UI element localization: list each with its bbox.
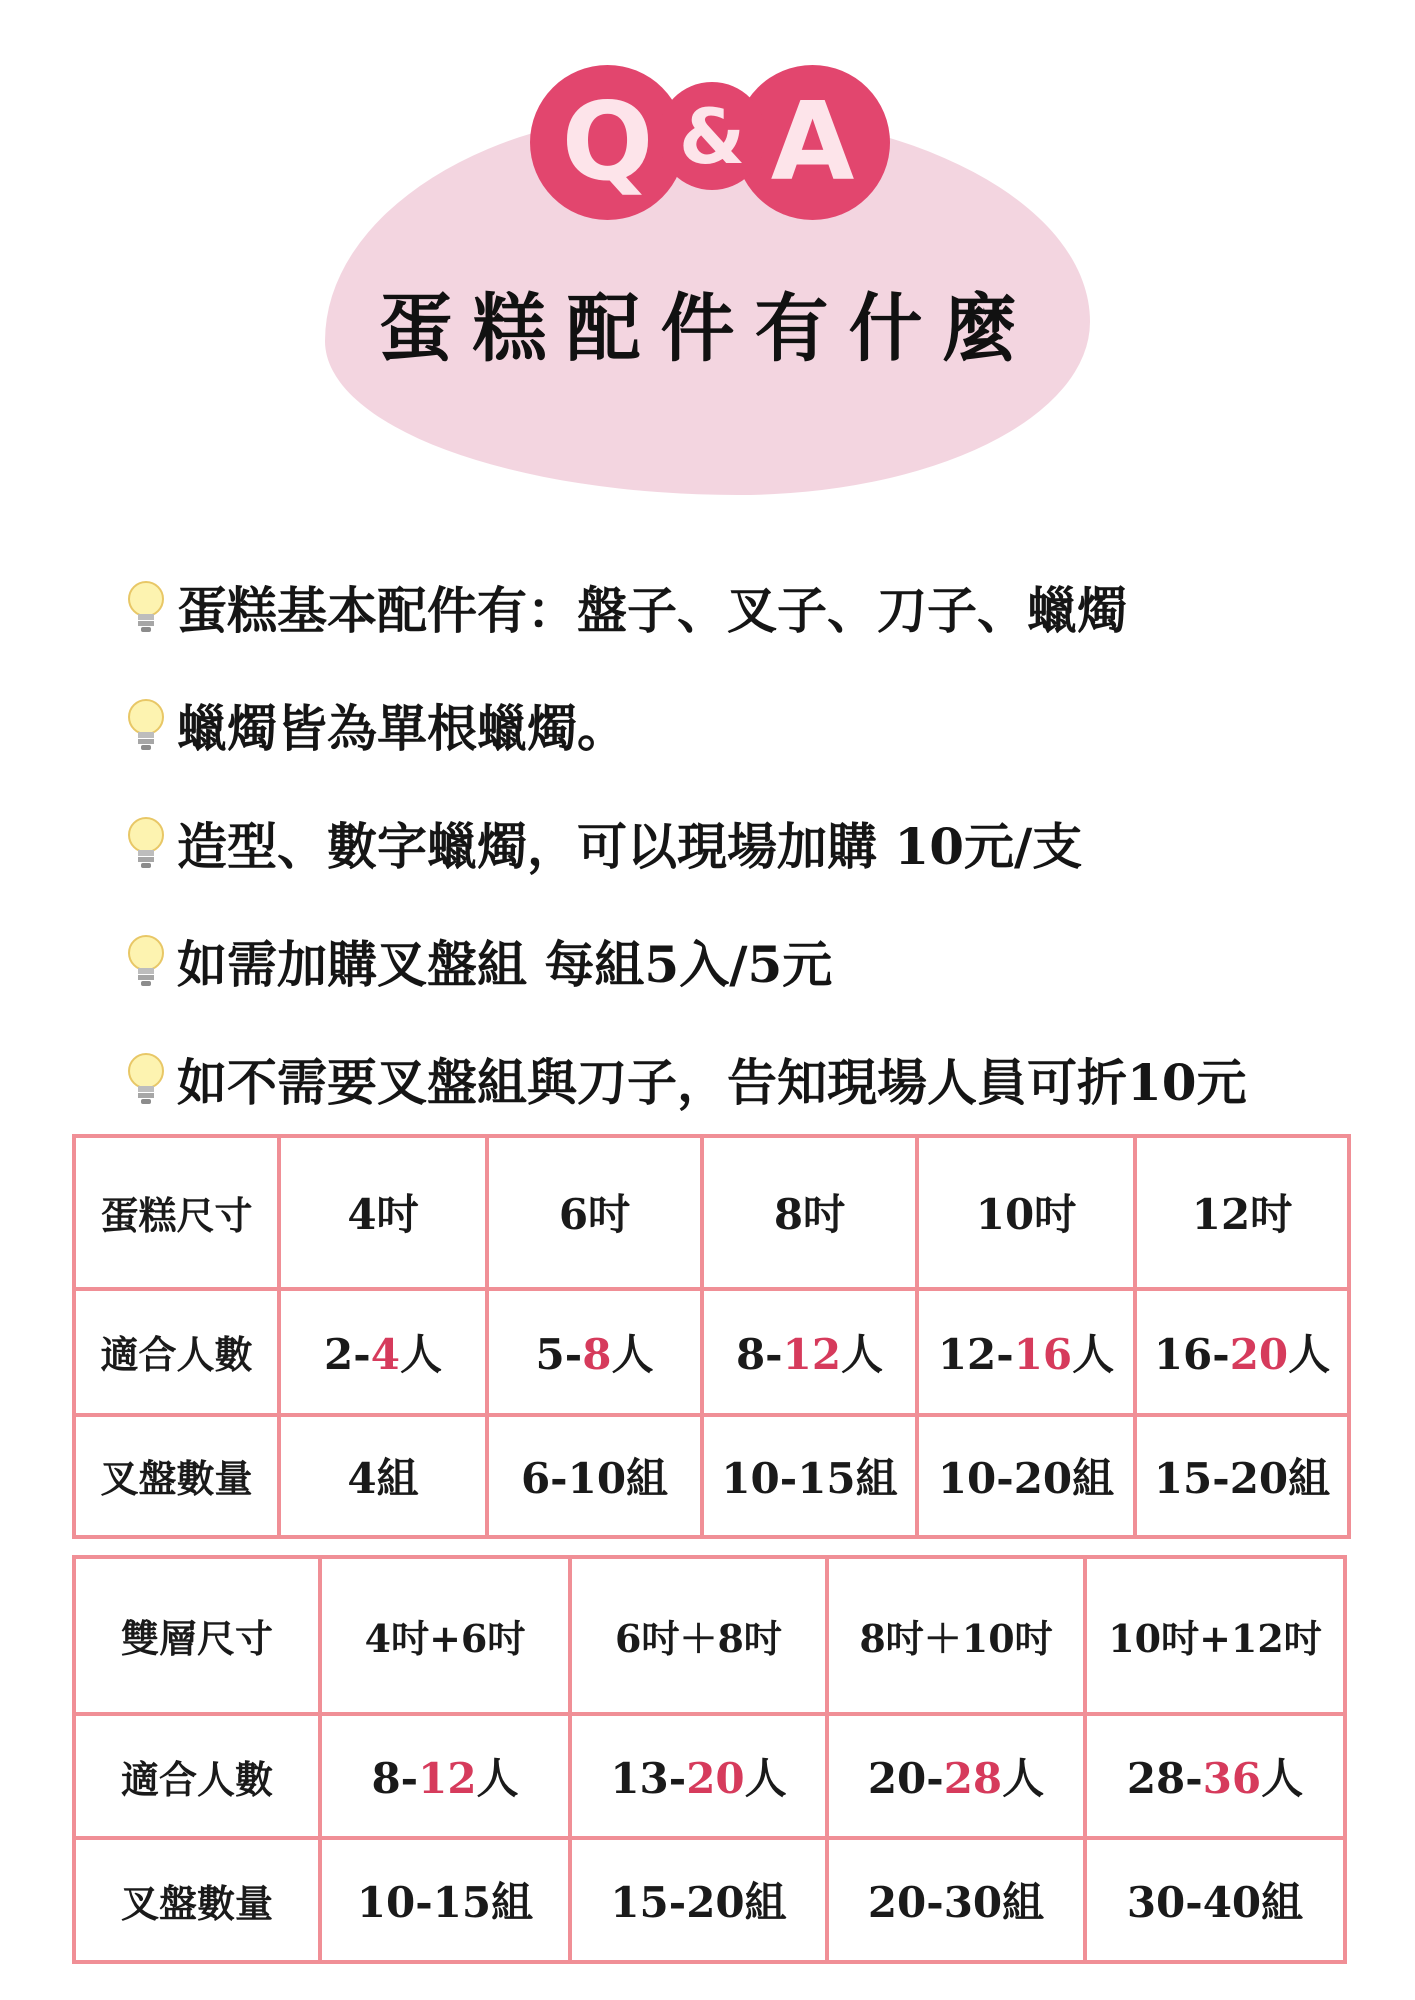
size-cell: 4吋 bbox=[279, 1136, 487, 1289]
lightbulb-icon bbox=[125, 1050, 167, 1108]
bullet-item bbox=[125, 548, 1247, 666]
people-unit: 人 bbox=[1002, 1754, 1045, 1803]
bullet-text: 蠟燭皆為單根蠟燭。 bbox=[177, 699, 627, 758]
row-header-people: 適合人數 bbox=[74, 1714, 320, 1838]
people-min: 28- bbox=[1126, 1754, 1203, 1803]
table-row bbox=[74, 1557, 1345, 1714]
people-min: 20- bbox=[867, 1754, 944, 1803]
bullet-text: 如需加購叉盤組 每組5入/5元 bbox=[177, 935, 833, 994]
table-row bbox=[74, 1714, 1345, 1838]
qa-q-letter: Q bbox=[530, 65, 685, 220]
people-min: 5- bbox=[535, 1329, 583, 1379]
lightbulb-icon bbox=[125, 932, 167, 990]
people-max: 8 bbox=[582, 1329, 612, 1379]
lightbulb-icon bbox=[125, 814, 167, 872]
qa-a-letter: A bbox=[735, 65, 890, 220]
people-max: 36 bbox=[1202, 1754, 1262, 1803]
table-row bbox=[74, 1289, 1349, 1415]
qa-ampersand: & bbox=[658, 82, 766, 190]
people-min: 13- bbox=[610, 1754, 687, 1803]
size-cell: 8吋＋10吋 bbox=[827, 1557, 1085, 1714]
people-unit: 人 bbox=[1072, 1329, 1115, 1379]
size-cell: 4吋+6吋 bbox=[320, 1557, 570, 1714]
forks-cell: 15-20組 bbox=[570, 1838, 827, 1962]
size-cell: 10吋 bbox=[917, 1136, 1135, 1289]
people-max: 28 bbox=[943, 1754, 1003, 1803]
people-unit: 人 bbox=[399, 1329, 442, 1379]
people-cell bbox=[1085, 1714, 1345, 1838]
people-unit: 人 bbox=[1288, 1329, 1331, 1379]
size-cell: 6吋 bbox=[487, 1136, 702, 1289]
table-row bbox=[74, 1415, 1349, 1537]
table-row bbox=[74, 1838, 1345, 1962]
forks-cell: 15-20組 bbox=[1135, 1415, 1349, 1537]
people-max: 16 bbox=[1013, 1329, 1073, 1379]
people-cell bbox=[487, 1289, 702, 1415]
people-unit: 人 bbox=[1261, 1754, 1304, 1803]
forks-cell: 4組 bbox=[279, 1415, 487, 1537]
row-header-people: 適合人數 bbox=[74, 1289, 279, 1415]
lightbulb-icon bbox=[125, 578, 167, 636]
people-max: 12 bbox=[782, 1329, 842, 1379]
page-title: 蛋糕配件有什麼 bbox=[378, 286, 1037, 372]
lightbulb-icon bbox=[125, 696, 167, 754]
row-header-size: 雙層尺寸 bbox=[74, 1557, 320, 1714]
people-min: 2- bbox=[324, 1329, 371, 1379]
people-cell bbox=[917, 1289, 1135, 1415]
people-min: 8- bbox=[371, 1754, 419, 1803]
forks-cell: 30-40組 bbox=[1085, 1838, 1345, 1962]
people-max: 20 bbox=[1229, 1329, 1289, 1379]
double-cake-table bbox=[72, 1555, 1347, 1964]
bullet-item bbox=[125, 784, 1247, 902]
bullet-item bbox=[125, 666, 1247, 784]
forks-cell: 10-20組 bbox=[917, 1415, 1135, 1537]
people-cell bbox=[702, 1289, 917, 1415]
forks-cell: 20-30組 bbox=[827, 1838, 1085, 1962]
bullet-text: 蛋糕基本配件有：盤子、叉子、刀子、蠟燭 bbox=[177, 581, 1127, 640]
people-min: 12- bbox=[937, 1329, 1014, 1379]
bullet-list bbox=[125, 548, 1247, 1138]
size-cell: 6吋＋8吋 bbox=[570, 1557, 827, 1714]
people-min: 16- bbox=[1153, 1329, 1230, 1379]
people-cell bbox=[827, 1714, 1085, 1838]
bullet-item bbox=[125, 902, 1247, 1020]
people-max: 20 bbox=[686, 1754, 745, 1803]
forks-cell: 10-15組 bbox=[702, 1415, 917, 1537]
people-cell bbox=[1135, 1289, 1349, 1415]
row-header-forks: 叉盤數量 bbox=[74, 1415, 279, 1537]
bullet-item bbox=[125, 1020, 1247, 1138]
people-cell bbox=[570, 1714, 827, 1838]
people-max: 4 bbox=[370, 1329, 400, 1379]
qa-badge bbox=[530, 60, 895, 225]
size-cell: 10吋+12吋 bbox=[1085, 1557, 1345, 1714]
forks-cell: 10-15組 bbox=[320, 1838, 570, 1962]
bullet-text: 如不需要叉盤組與刀子，告知現場人員可折10元 bbox=[177, 1053, 1247, 1112]
people-unit: 人 bbox=[744, 1754, 787, 1803]
size-cell: 12吋 bbox=[1135, 1136, 1349, 1289]
single-cake-table bbox=[72, 1134, 1351, 1539]
row-header-forks: 叉盤數量 bbox=[74, 1838, 320, 1962]
people-cell bbox=[279, 1289, 487, 1415]
people-unit: 人 bbox=[476, 1754, 519, 1803]
people-unit: 人 bbox=[841, 1329, 884, 1379]
people-cell bbox=[320, 1714, 570, 1838]
people-min: 8- bbox=[735, 1329, 783, 1379]
forks-cell: 6-10組 bbox=[487, 1415, 702, 1537]
table-row bbox=[74, 1136, 1349, 1289]
people-max: 12 bbox=[418, 1754, 477, 1803]
people-unit: 人 bbox=[611, 1329, 654, 1379]
bullet-text: 造型、數字蠟燭，可以現場加購 10元/支 bbox=[177, 817, 1083, 876]
size-cell: 8吋 bbox=[702, 1136, 917, 1289]
row-header-size: 蛋糕尺寸 bbox=[74, 1136, 279, 1289]
